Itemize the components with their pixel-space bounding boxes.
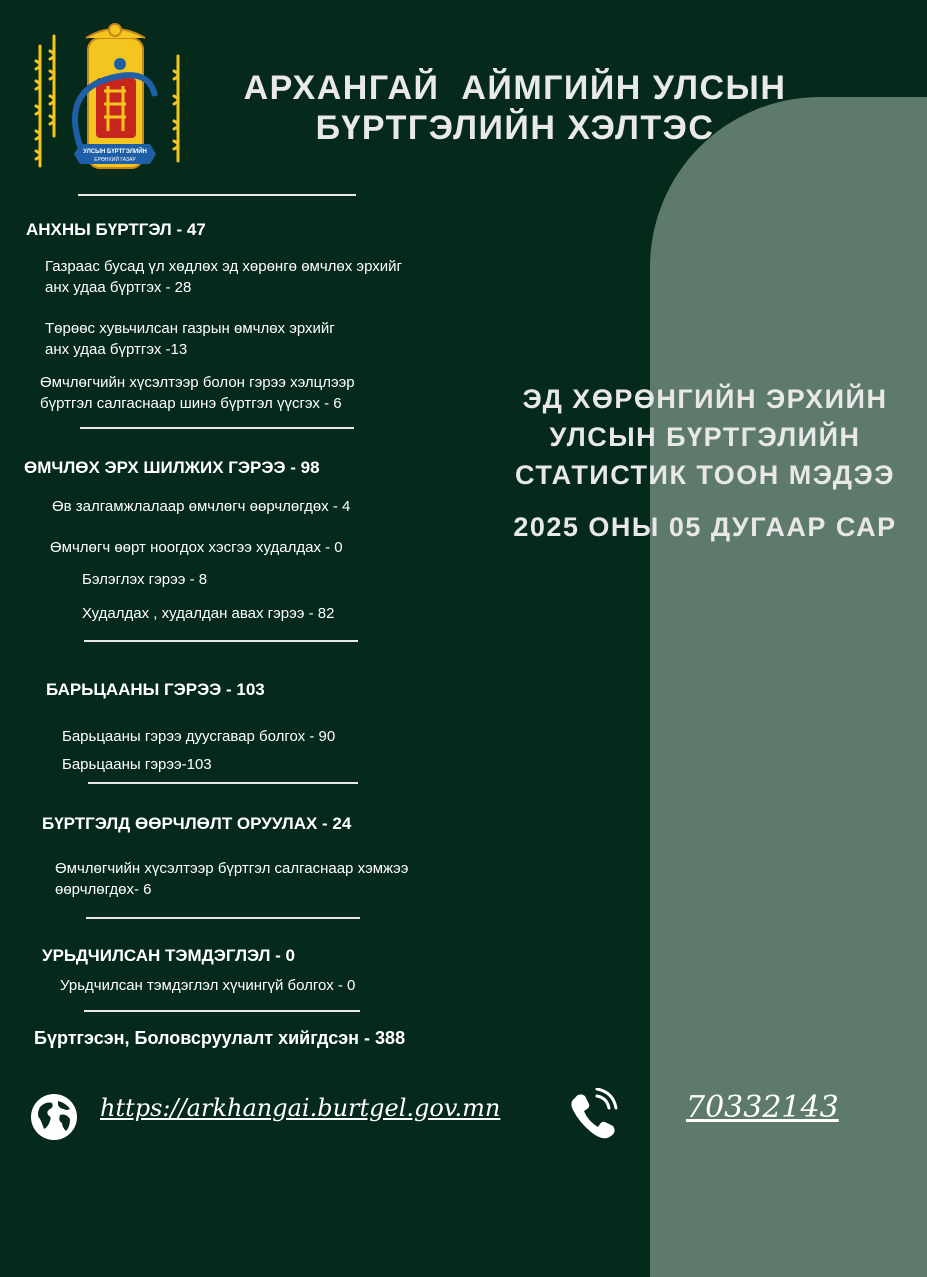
list-item: Төрөөс хувьчилсан газрын өмчлөх эрхийг анх удаа бүртгэх -13 bbox=[45, 320, 335, 358]
website-link[interactable]: https://arkhangai.burtgel.gov.mn bbox=[100, 1094, 501, 1122]
divider bbox=[84, 1010, 360, 1012]
list-item: Барьцааны гэрээ дуусгавар болгох - 90 bbox=[62, 728, 336, 745]
list-item: Худалдах , худалдан авах гэрээ - 82 bbox=[82, 605, 335, 622]
divider bbox=[86, 917, 360, 919]
stat-title-line-3: СТАТИСТИК ТООН МЭДЭЭ bbox=[515, 460, 895, 490]
section-heading-preliminary-note: УРЬДЧИЛСАН ТЭМДЭГЛЭЛ - 0 bbox=[42, 946, 295, 965]
title-line-2: БҮРТГЭЛИЙН ХЭЛТЭС bbox=[315, 109, 715, 147]
list-item: Өмчлөгч өөрт ноогдох хэсгээ худалдах - 0 bbox=[50, 539, 343, 556]
total-processed: Бүртгэсэн, Боловсруулалт хийгдсэн - 388 bbox=[34, 1028, 406, 1048]
list-item: Өмчлөгчийн хүсэлтээр болон гэрээ хэлцлээр бүртгэл салгаснаар шинэ бүртгэл үүсгэх - 6 bbox=[40, 374, 355, 412]
page-title bbox=[190, 68, 840, 148]
section-heading-initial-registration: АНХНЫ БҮРТГЭЛ - 47 bbox=[26, 220, 206, 239]
stat-title-line-2: УЛСЫН БҮРТГЭЛИЙН bbox=[549, 422, 861, 452]
title-line-1: АРХАНГАЙ АЙМГИЙН УЛСЫН bbox=[243, 69, 787, 107]
list-item: Өв залгамжлалаар өмчлөгч өөрчлөгдөх - 4 bbox=[52, 498, 351, 515]
list-item: Өмчлөгчийн хүсэлтээр бүртгэл салгаснаар хэмжээ өөрчлөгдөх- 6 bbox=[55, 860, 409, 898]
logo-emblem bbox=[28, 16, 198, 186]
divider bbox=[84, 640, 358, 642]
divider bbox=[80, 427, 354, 429]
divider bbox=[78, 194, 356, 196]
section-heading-ownership-transfer: ӨМЧЛӨХ ЭРХ ШИЛЖИХ ГЭРЭЭ - 98 bbox=[24, 458, 320, 477]
list-item: Барьцааны гэрээ-103 bbox=[62, 756, 212, 773]
globe-icon bbox=[30, 1093, 78, 1141]
list-item: Газраас бусад үл хөдлөх эд хөрөнгө өмчлөх эрхийг анх удаа бүртгэх - 28 bbox=[45, 258, 402, 296]
stat-title-line-1: ЭД ХӨРӨНГИЙН ЭРХИЙН bbox=[522, 384, 888, 414]
section-heading-registration-changes: БҮРТГЭЛД ӨӨРЧЛӨЛТ ОРУУЛАХ - 24 bbox=[42, 814, 352, 833]
stat-date: 2025 ОНЫ 05 ДУГААР САР bbox=[513, 512, 897, 542]
phone-icon bbox=[567, 1088, 623, 1140]
section-heading-collateral: БАРЬЦААНЫ ГЭРЭЭ - 103 bbox=[46, 680, 265, 699]
list-item: Бэлэглэх гэрээ - 8 bbox=[82, 571, 208, 588]
divider bbox=[88, 782, 358, 784]
logo-banner-line2: ЕРӨНХИЙ ГАЗАР bbox=[94, 157, 136, 163]
list-item: Урьдчилсан тэмдэглэл хүчингүй болгох - 0 bbox=[60, 977, 356, 994]
phone-number[interactable]: 70332143 bbox=[686, 1090, 839, 1125]
logo-banner-line1: УЛСЫН БҮРТГЭЛИЙН bbox=[83, 149, 147, 155]
